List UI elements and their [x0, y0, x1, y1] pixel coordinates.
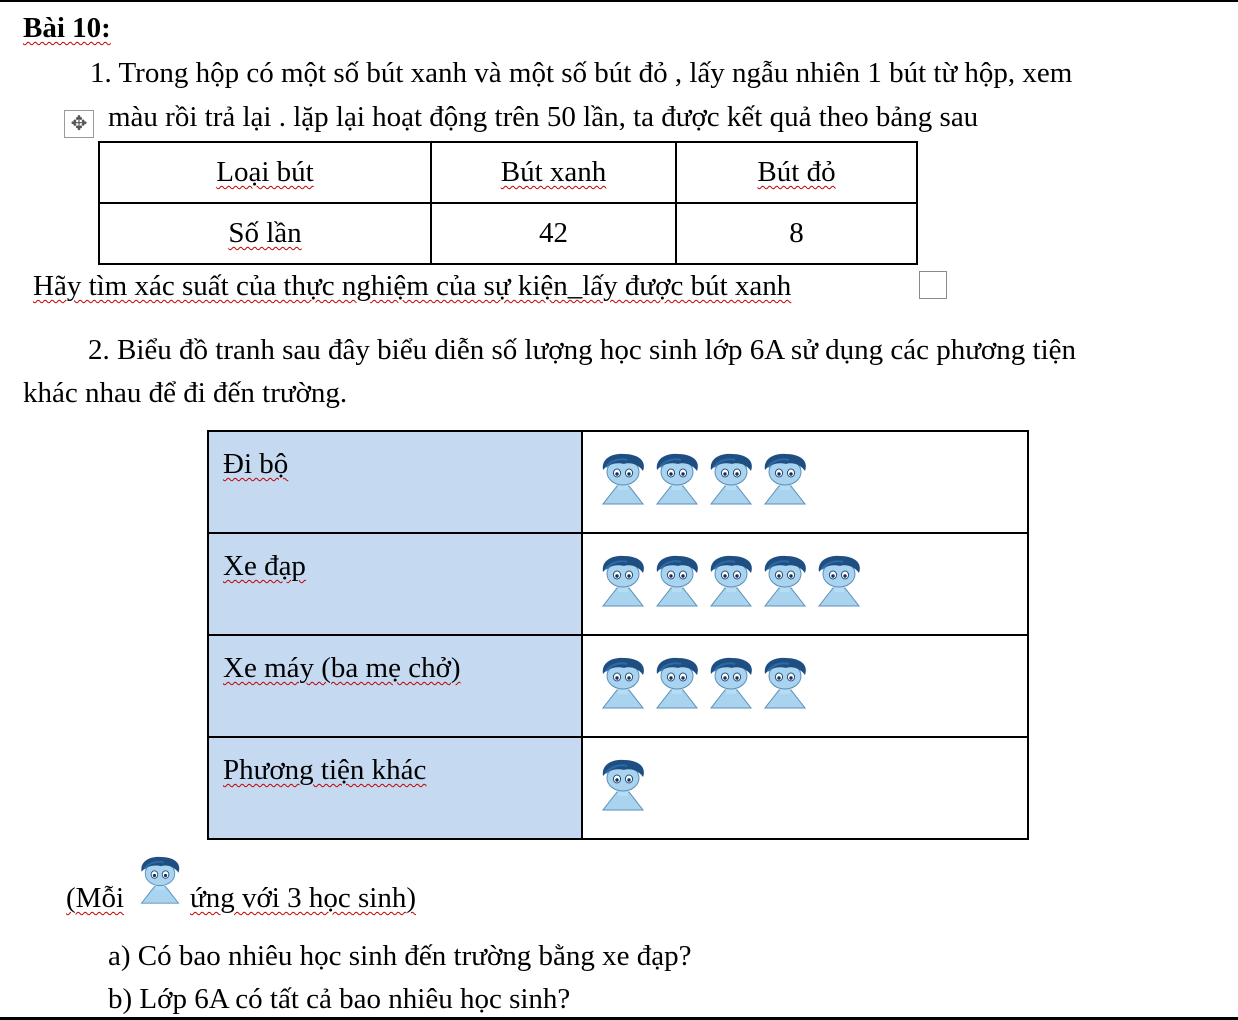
student-icon: [813, 554, 865, 610]
table-cell: 8: [676, 203, 917, 264]
student-icon: [651, 656, 703, 712]
student-icon: [597, 452, 649, 508]
answer-box[interactable]: [919, 271, 947, 299]
student-icon: [651, 452, 703, 508]
student-icon: [705, 554, 757, 610]
student-icon: [597, 554, 649, 610]
table-row: [208, 533, 1028, 635]
table-header-cell: Bút đỏ: [676, 142, 917, 203]
legend-close: ứng với 3 học sinh): [190, 882, 416, 914]
pictogram-icons: [582, 737, 1028, 839]
pictogram-icons: [582, 431, 1028, 533]
top-rule: [0, 0, 1238, 2]
student-icon: [705, 452, 757, 508]
student-icon: [136, 855, 184, 907]
table-move-handle-icon[interactable]: ✥: [64, 110, 94, 138]
legend-open: (Mỗi: [66, 882, 124, 914]
q2-text-line1: 2. Biểu đồ tranh sau đây biểu diễn số lượng học sinh lớp 6A sử dụng các phương tiện: [88, 334, 1076, 366]
student-icon: [705, 656, 757, 712]
pen-results-table: [98, 141, 918, 265]
question-a: a) Có bao nhiêu học sinh đến trường bằng xe đạp?: [108, 940, 692, 972]
exercise-heading: Bài 10:: [23, 12, 111, 44]
table-row: [99, 142, 917, 203]
student-icon: [597, 758, 649, 814]
student-icon: [759, 656, 811, 712]
table-row: [208, 737, 1028, 839]
q2-text-line2: khác nhau để đi đến trường.: [23, 377, 348, 409]
table-cell: 42: [431, 203, 676, 264]
table-row: [99, 203, 917, 264]
question-b: b) Lớp 6A có tất cả bao nhiêu học sinh?: [108, 983, 571, 1015]
pictogram-label: Phương tiện khác: [208, 737, 582, 839]
pictogram-icons: [582, 533, 1028, 635]
q1-text-line1: 1. Trong hộp có một số bút xanh và một số bút đỏ , lấy ngẫu nhiên 1 bút từ hộp, xem: [90, 57, 1073, 89]
table-cell: Số lần: [99, 203, 431, 264]
pictogram-label: Xe đạp: [208, 533, 582, 635]
table-row: [208, 431, 1028, 533]
table-header-cell: Bút xanh: [431, 142, 676, 203]
pictogram-label: Đi bộ: [208, 431, 582, 533]
pictogram-label: Xe máy (ba mẹ chở): [208, 635, 582, 737]
student-icon: [597, 656, 649, 712]
table-row: [208, 635, 1028, 737]
q1-question: Hãy tìm xác suất của thực nghiệm của sự kiện_lấy được bút xanh: [33, 270, 792, 302]
student-icon: [651, 554, 703, 610]
student-icon: [759, 554, 811, 610]
q1-text-line2: màu rồi trả lại . lặp lại hoạt động trên 50 lần, ta được kết quả theo bảng sau: [108, 101, 979, 133]
student-icon: [759, 452, 811, 508]
table-header-cell: Loại bút: [99, 142, 431, 203]
pictogram-table: [207, 430, 1029, 840]
pictogram-icons: [582, 635, 1028, 737]
